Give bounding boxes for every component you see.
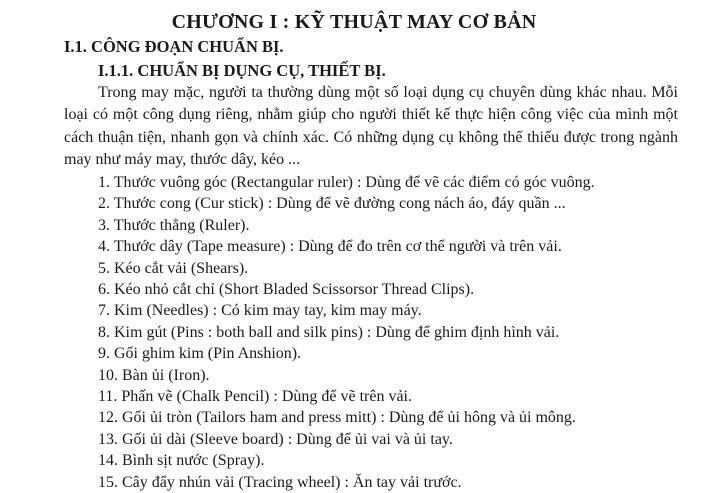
list-item: 13. Gối ủi dài (Sleeve board) : Dùng để ủi vai và ủi tay.: [98, 430, 453, 448]
list-item: 15. Cây đẩy nhún vải (Tracing wheel) : Ăn tay vải trước.: [98, 473, 462, 491]
list-item: 14. Bình sịt nước (Spray).: [98, 452, 265, 470]
intro-paragraph: Trong may mặc, người ta thường dùng một số loại dụng cụ chuyên dùng khác nhau. Mỗi loại có một công dụng riêng, nhằm giúp cho người thiết kế thực hiện công việc của mình một cách thuận tiện, nhanh gọn và chính xác. Có những dụng cụ không thể thiếu được trong ngành may như máy may, thước dây, kéo ...: [64, 84, 678, 169]
list-item: 10. Bàn ủi (Iron).: [98, 366, 210, 384]
section-heading: I.1. CÔNG ĐOẠN CHUẨN BỊ.: [64, 37, 284, 56]
list-item: 4. Thước dây (Tape measure) : Dùng để đo trên cơ thể người và trên vải.: [98, 238, 562, 256]
list-item: 5. Kéo cắt vải (Shears).: [98, 259, 249, 277]
list-item: 7. Kim (Needles) : Có kim may tay, kim may máy.: [98, 302, 422, 320]
tool-list: [98, 172, 595, 493]
list-item: 2. Thước cong (Cur stick) : Dùng để vẽ đường cong nách áo, đáy quần ...: [98, 195, 566, 213]
list-item: 12. Gối ủi tròn (Tailors ham and press mitt) : Dùng để ủi hông và ủi mông.: [98, 409, 576, 427]
list-item: 9. Gối ghim kim (Pin Anshion).: [98, 345, 302, 363]
list-item: 8. Kim gút (Pins : both ball and silk pins) : Dùng để ghim định hình vải.: [98, 323, 560, 341]
subsection-heading: I.1.1. CHUẨN BỊ DỤNG CỤ, THIẾT BỊ.: [98, 61, 386, 80]
list-item: 11. Phấn vẽ (Chalk Pencil) : Dùng để vẽ trên vải.: [98, 388, 412, 406]
list-item: 6. Kéo nhỏ cắt chỉ (Short Bladed Scissorsor Thread Clips).: [98, 281, 475, 299]
list-item: 1. Thước vuông góc (Rectangular ruler) : Dùng để vẽ các điểm có góc vuông.: [98, 174, 595, 191]
chapter-title: CHƯƠNG I : KỸ THUẬT MAY CƠ BẢN: [171, 11, 537, 33]
list-item: 3. Thước thẳng (Ruler).: [98, 216, 250, 234]
